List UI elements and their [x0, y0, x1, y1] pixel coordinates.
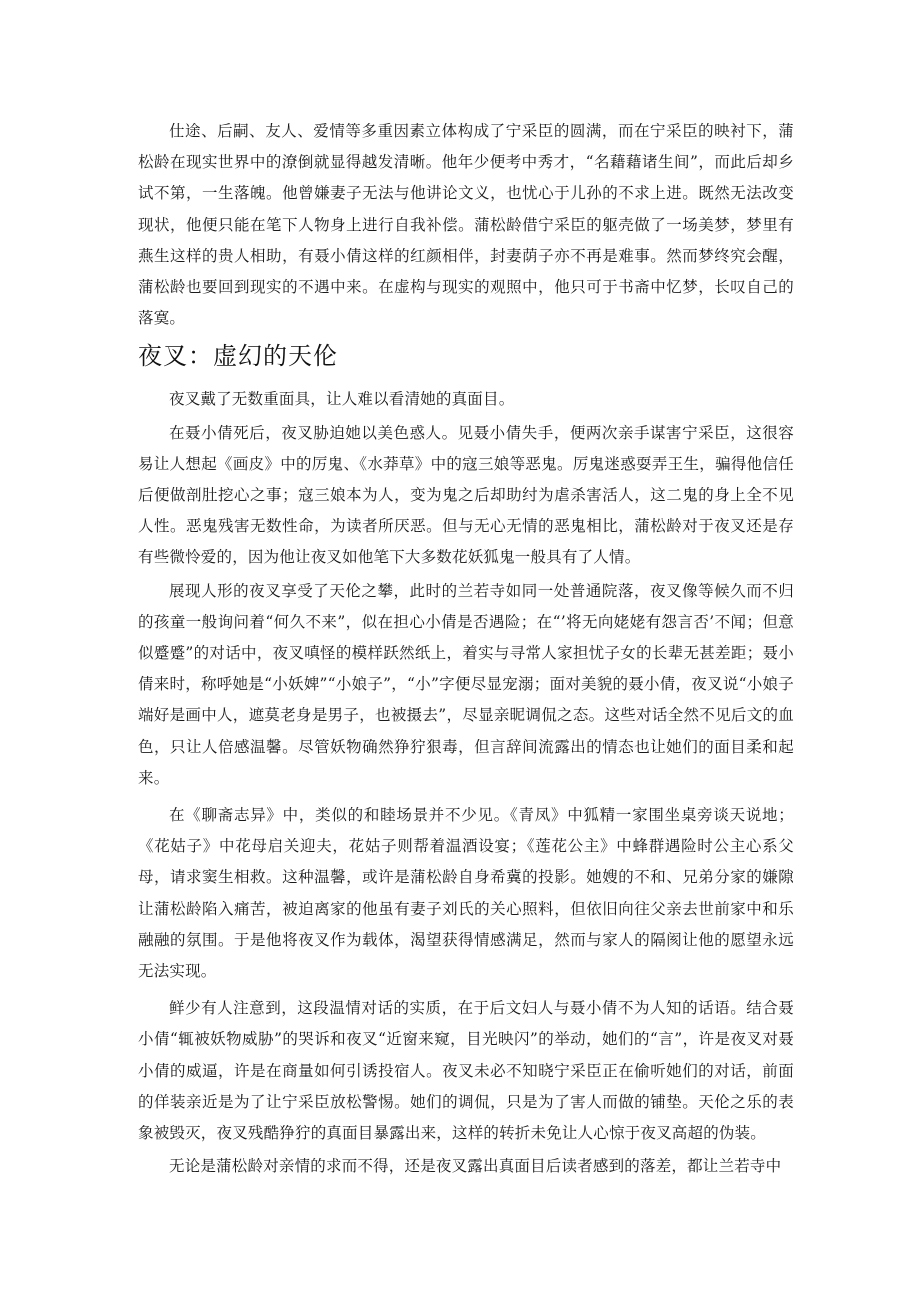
paragraph: 夜叉戴了无数重面具，让人难以看清她的真面目。	[169, 390, 515, 409]
paragraph: 在聂小倩死后，夜叉胁迫她以美色惑人。见聂小倩失手，便两次亲手谋害宁采臣，这很容易让人想起《画皮》中的厉鬼、《水莽草》中的寇三娘等恶鬼。厉鬼迷惑耍弄王生，骗得他信任后便做剖肚挖心之事；寇三娘本为人，变为鬼之后却助纣为虐杀害活人，这二鬼的身上全不见人性。恶鬼残害无数性命，为读者所厌恶。但与无心无情的恶鬼相比，蒲松龄对于夜叉还是存有些微怜爱的，因为他让夜叉如他笔下大多数花妖狐鬼一般具有了人情。	[138, 423, 794, 567]
document-body	[138, 116, 794, 1185]
paragraph: 鲜少有人注意到，这段温情对话的实质，在于后文妇人与聂小倩不为人知的话语。结合聂小倩“辄被妖物威胁”的哭诉和夜叉“近窗来窥，目光映闪”的举动，她们的“言”，许是夜叉对聂小倩的威逼，许是在商量如何引诱投宿人。夜叉未必不知晓宁采臣正在偷听她们的对话，前面的佯装亲近是为了让宁采臣放松警惕。她们的调侃，只是为了害人而做的铺垫。天伦之乐的表象被毁灭，夜叉残酷狰狞的真面目暴露出来，这样的转折未免让人心惊于夜叉高超的伪装。	[138, 999, 794, 1143]
section-heading: 夜叉：虚幻的天伦	[138, 342, 338, 371]
paragraph: 在《聊斋志异》中，类似的和睦场景并不少见。《青凤》中狐精一家围坐桌旁谈天说地；《花姑子》中花母启关迎夫，花姑子则帮着温酒设宴；《莲花公主》中蜂群遇险时公主心系父母，请求窦生相救。这种温馨，或许是蒲松龄自身希冀的投影。她嫂的不和、兄弟分家的嫌隙让蒲松龄陷入痛苦，被迫离家的他虽有妻子刘氏的关心照料，但依旧向往父亲去世前家中和乐融融的氛围。于是他将夜叉作为载体，渴望获得情感满足，然而与家人的隔阂让他的愿望永远无法实现。	[138, 806, 794, 981]
paragraph: 展现人形的夜叉享受了天伦之攀，此时的兰若寺如同一处普通院落，夜叉像等候久而不归的孩童一般询问着“何久不来”，似在担心小倩是否遇险；在“’将无向姥姥有怨言否’不闻；但意似蹙蹙”的对话中，夜叉嗔怪的模样跃然纸上，着实与寻常人家担忧子女的长辈无甚差距；聂小倩来时，称呼她是“小妖婢”“小娘子”，“小”字便尽显宠溺；面对美貌的聂小倩，夜叉说“小娘子端好是画中人，遮莫老身是男子，也被摄去”，尽显亲昵调侃之态。这些对话全然不见后文的血色，只让人倍感温馨。尽管妖物确然狰狞狠毒，但言辞间流露出的情态也让她们的面目柔和起来。	[138, 581, 794, 787]
paragraph: 无论是蒲松龄对亲情的求而不得，还是夜叉露出真面目后读者感到的落差，都让兰若寺中	[169, 1157, 782, 1176]
paragraph-intro: 仕途、后嗣、友人、爱情等多重因素立体构成了宁采臣的圆满，而在宁采臣的映衬下，蒲松龄在现实世界中的潦倒就显得越发清晰。他年少便考中秀才，“名藉藉诸生间”，而此后却乡试不第，一生落魄。他曾嫌妻子无法与他讲论文义，也忧心于儿孙的不求上进。既然无法改变现状，他便只能在笔下人物身上进行自我补偿。蒲松龄借宁采臣的躯壳做了一场美梦，梦里有燕生这样的贵人相助，有聂小倩这样的红颜相伴，封妻荫子亦不再是难事。然而梦终究会醒，蒲松龄也要回到现实的不遇中来。在虚构与现实的观照中，他只可于书斋中忆梦，长叹自己的落寞。	[138, 122, 794, 328]
